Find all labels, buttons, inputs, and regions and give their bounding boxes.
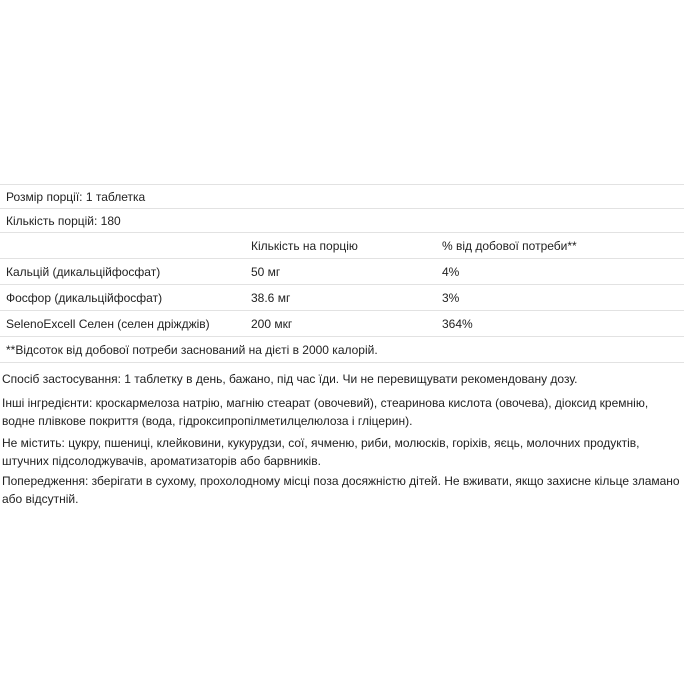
amount-header: Кількість на порцію [251,239,358,253]
daily-value-footnote: **Відсоток від добової потреби заснований на дієті в 2000 калорій. [6,343,378,357]
nutrient-daily-value: 4% [442,265,460,279]
table-row [0,311,684,337]
servings-count-row [0,209,684,233]
free-from-text: Не містить: цукру, пшениці, клейковини, кукурудзи, сої, ячменю, риби, молюсків, горіхів, яєць, молочних продуктів, штучних підсолоджувачів, ароматизаторів або барвників. [2,436,640,468]
nutrient-name: SelenoExcell Селен (селен дріжджів) [6,317,210,331]
table-header-row [0,233,684,259]
servings-count: Кількість порцій: 180 [6,214,121,228]
table-row [0,259,684,285]
nutrient-name: Фосфор (дикальційфосфат) [6,291,163,305]
daily-value-header: % від добової потреби** [442,239,577,253]
nutrient-amount: 50 мг [251,265,281,279]
other-ingredients-text: Інші інгредієнти: кроскармелоза натрію, магнію стеарат (овочевий), стеаринова кислота (овочева), діоксид кремнію, водне плівкове покриття (вода, гідроксипропілметилцелюлоза і гліцерин). [2,396,649,428]
nutrient-amount: 38.6 мг [251,291,291,305]
footnote-row [0,337,684,363]
usage-text: Спосіб застосування: 1 таблетку в день, бажано, під час їди. Чи не перевищувати рекомендовану дозу. [2,372,578,386]
nutrient-name: Кальцій (дикальційфосфат) [6,265,161,279]
supplement-facts-table [0,184,684,363]
table-row [0,285,684,311]
serving-size: Розмір порції: 1 таблетка [6,190,146,204]
warning-text: Попередження: зберігати в сухому, прохолодному місці поза досяжністю дітей. Не вживати, якщо захисне кільце зламано або відсутній. [2,474,680,506]
nutrient-daily-value: 364% [442,317,473,331]
nutrient-amount: 200 мкг [251,317,293,331]
serving-size-row [0,185,684,209]
nutrient-daily-value: 3% [442,291,460,305]
